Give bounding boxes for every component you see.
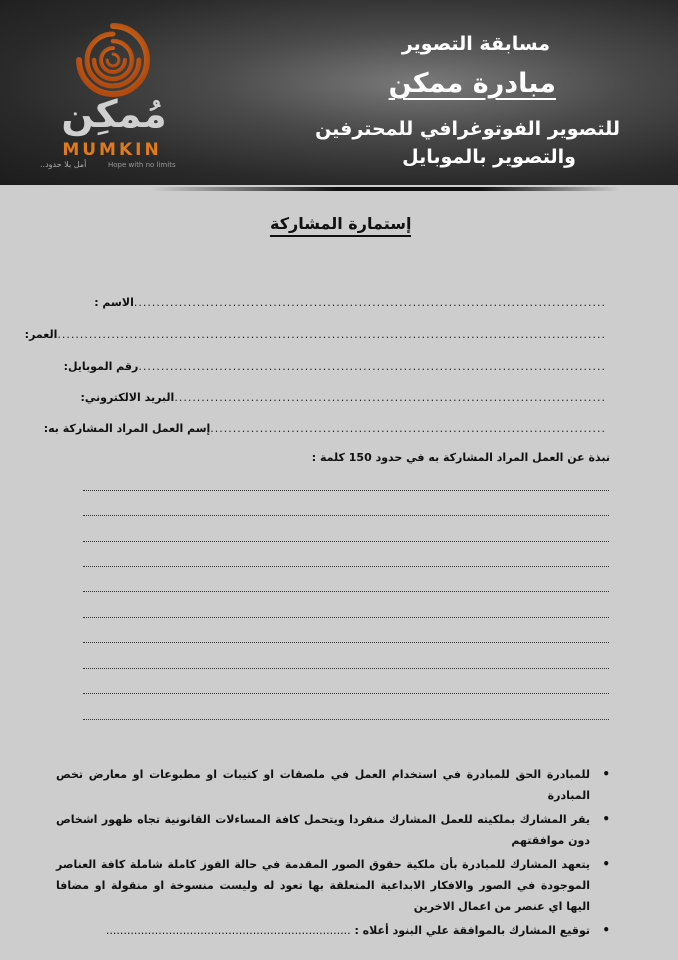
summary-line[interactable] — [83, 668, 609, 669]
signature-label: توقيع المشارك بالموافقة علي البنود أعلاه : — [354, 924, 590, 937]
mobile-field[interactable] — [64, 356, 610, 376]
term-item — [56, 764, 616, 806]
summary-line[interactable] — [83, 541, 609, 542]
term-text: للمبادرة الحق للمبادرة في استخدام العمل في ملصقات او كتيبات او مطبوعات او معارض تخص المبادرة — [56, 768, 590, 802]
age-blank[interactable]: .......................................................................................................................... — [57, 327, 606, 341]
work-summary-label: نبذة عن العمل المراد المشاركة به في حدود 150 كلمة : — [311, 451, 610, 464]
email-label: البريد الالكتروني: — [80, 390, 175, 404]
email-blank[interactable]: ................................................................................................ — [174, 390, 606, 404]
initiative-title: مبادرة ممكن — [388, 68, 556, 99]
work-name-label: إسم العمل المراد المشاركة به: — [43, 421, 211, 435]
header-subtitle-line1: للتصوير الفوتوغرافي للمحترفين — [315, 118, 620, 140]
term-text: يقر المشارك بملكيته للعمل المشارك منفردا ويتحمل كافة المساءلات القانونية تجاه ظهور اشخاص دون موافقتهم — [56, 813, 590, 847]
term-item — [56, 809, 616, 851]
competition-label: مسابقة التصوير — [401, 33, 550, 55]
work-name-blank[interactable]: ........................................................................................ — [210, 421, 606, 435]
bullet-icon: • — [602, 857, 610, 871]
summary-line[interactable] — [83, 719, 609, 720]
summary-line[interactable] — [83, 566, 609, 567]
name-blank[interactable]: ......................................................................................................... — [133, 295, 606, 309]
name-field[interactable] — [94, 292, 610, 312]
summary-line[interactable] — [83, 591, 609, 592]
summary-line[interactable] — [83, 617, 609, 618]
logo-latin-word: MUMKIN — [62, 140, 162, 160]
bullet-icon: • — [602, 923, 610, 937]
bullet-icon: • — [602, 767, 610, 781]
logo-arabic-word: مُمكِن — [61, 92, 167, 136]
email-field[interactable] — [80, 387, 610, 407]
summary-line[interactable] — [83, 642, 609, 643]
signature-blank[interactable]: ...................................................................... — [105, 924, 351, 937]
logo-tagline-english: Hope with no limits — [108, 161, 176, 169]
work-name-field[interactable] — [44, 418, 610, 438]
age-field[interactable] — [25, 324, 610, 344]
term-text: يتعهد المشارك للمبادرة بأن ملكية حقوق الصور المقدمة في حالة الفوز كاملة شاملة كافة العناصر الموجودة في الصور والافكار الابداعية المتعلقة بها تعود له وليست منسوخة او منقولة او مضافا اليها اي عنصر من اعمال الاخرين — [56, 858, 590, 913]
terms-list — [56, 764, 616, 944]
logo-tagline-arabic: أمل بلا حدود.. — [40, 160, 87, 169]
term-item — [56, 854, 616, 917]
bullet-icon: • — [602, 812, 610, 826]
mobile-blank[interactable]: ........................................................................................................ — [138, 359, 606, 373]
mobile-label: رقم الموبايل: — [63, 359, 139, 373]
summary-line[interactable] — [83, 693, 609, 694]
signature-item[interactable] — [56, 920, 616, 941]
name-label: الاسم : — [94, 295, 134, 309]
form-title: إستمارة المشاركة — [270, 214, 411, 237]
header-divider — [150, 187, 620, 191]
summary-line[interactable] — [83, 515, 609, 516]
header-subtitle-line2: والتصوير بالموبايل — [402, 146, 576, 168]
age-label: العمر: — [24, 327, 58, 341]
summary-line[interactable] — [83, 490, 609, 491]
